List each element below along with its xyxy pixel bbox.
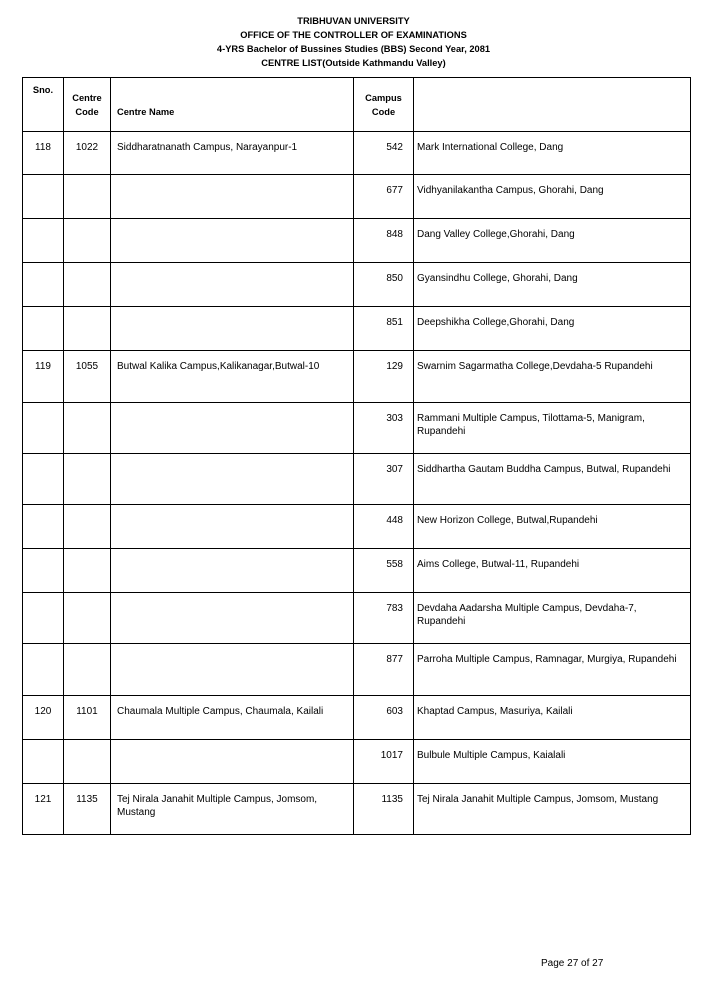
table-row: [23, 219, 691, 263]
cell-centre-name: Butwal Kalika Campus,Kalikanagar,Butwal-10: [111, 351, 354, 403]
cell-sno: 121: [23, 784, 64, 835]
cell-campus-name: Mark International College, Dang: [414, 132, 691, 175]
cell-centre-name: [111, 644, 354, 696]
cell-centre-code: [64, 549, 111, 593]
cell-campus-name: Aims College, Butwal-11, Rupandehi: [414, 549, 691, 593]
cell-campus-code: 783: [354, 593, 414, 644]
header-centre-code-line2: Code: [75, 106, 99, 117]
cell-centre-name: [111, 549, 354, 593]
header-centre-code: [64, 78, 111, 132]
cell-campus-code: 877: [354, 644, 414, 696]
cell-sno: [23, 740, 64, 784]
table-row: [23, 403, 691, 454]
cell-campus-name: Gyansindhu College, Ghorahi, Dang: [414, 263, 691, 307]
cell-sno: [23, 549, 64, 593]
list-title: CENTRE LIST(Outside Kathmandu Valley): [261, 58, 446, 68]
cell-centre-name: [111, 403, 354, 454]
cell-centre-code: [64, 593, 111, 644]
header-centre-name: Centre Name: [111, 78, 354, 132]
cell-sno: 118: [23, 132, 64, 175]
cell-centre-name: Siddharatnanath Campus, Narayanpur-1: [111, 132, 354, 175]
cell-campus-code: 1135: [354, 784, 414, 835]
table-row: [23, 505, 691, 549]
header-campus-name: [414, 78, 691, 132]
table-body: [23, 132, 691, 835]
cell-centre-code: [64, 219, 111, 263]
cell-sno: [23, 175, 64, 219]
cell-centre-name: [111, 219, 354, 263]
cell-centre-code: [64, 454, 111, 505]
table-header-row: [23, 78, 691, 132]
cell-sno: [23, 593, 64, 644]
page-number: Page 27 of 27: [541, 958, 604, 969]
cell-centre-code: 1135: [64, 784, 111, 835]
cell-centre-code: [64, 403, 111, 454]
cell-campus-name: Rammani Multiple Campus, Tilottama-5, Manigram, Rupandehi: [414, 403, 691, 454]
cell-centre-name: Chaumala Multiple Campus, Chaumala, Kailali: [111, 696, 354, 740]
cell-campus-name: New Horizon College, Butwal,Rupandehi: [414, 505, 691, 549]
cell-centre-code: [64, 505, 111, 549]
cell-centre-code: 1022: [64, 132, 111, 175]
cell-centre-code: [64, 263, 111, 307]
cell-campus-code: 542: [354, 132, 414, 175]
table-row: [23, 644, 691, 696]
table-row: [23, 593, 691, 644]
cell-centre-code: [64, 175, 111, 219]
header-campus-code-line2: Code: [371, 106, 396, 117]
cell-campus-code: 851: [354, 307, 414, 351]
table-row: [23, 784, 691, 835]
cell-campus-code: 303: [354, 403, 414, 454]
cell-campus-name: Tej Nirala Janahit Multiple Campus, Jomsom, Mustang: [414, 784, 691, 835]
table-row: [23, 454, 691, 505]
cell-campus-name: Devdaha Aadarsha Multiple Campus, Devdaha-7, Rupandehi: [414, 593, 691, 644]
cell-centre-code: 1101: [64, 696, 111, 740]
cell-centre-name: [111, 263, 354, 307]
cell-campus-code: 448: [354, 505, 414, 549]
header-campus-code-line1: Campus: [365, 92, 402, 103]
cell-centre-code: [64, 644, 111, 696]
cell-campus-name: Parroha Multiple Campus, Ramnagar, Murgiya, Rupandehi: [414, 644, 691, 696]
header-campus-code: [354, 78, 414, 132]
cell-campus-code: 558: [354, 549, 414, 593]
cell-campus-code: 129: [354, 351, 414, 403]
cell-campus-code: 603: [354, 696, 414, 740]
table-row: [23, 263, 691, 307]
table-row: [23, 740, 691, 784]
exam-title: 4-YRS Bachelor of Bussines Studies (BBS) Second Year, 2081: [216, 44, 491, 54]
cell-campus-name: Khaptad Campus, Masuriya, Kailali: [414, 696, 691, 740]
cell-centre-name: [111, 175, 354, 219]
cell-campus-code: 848: [354, 219, 414, 263]
cell-campus-name: Bulbule Multiple Campus, Kaialali: [414, 740, 691, 784]
cell-campus-code: 850: [354, 263, 414, 307]
cell-centre-name: [111, 454, 354, 505]
cell-centre-code: [64, 740, 111, 784]
cell-centre-name: [111, 505, 354, 549]
table-row: [23, 549, 691, 593]
cell-sno: [23, 505, 64, 549]
cell-sno: [23, 454, 64, 505]
cell-campus-name: Siddhartha Gautam Buddha Campus, Butwal, Rupandehi: [414, 454, 691, 505]
cell-campus-name: Deepshikha College,Ghorahi, Dang: [414, 307, 691, 351]
table-row: [23, 307, 691, 351]
cell-campus-code: 307: [354, 454, 414, 505]
cell-centre-name: [111, 307, 354, 351]
header-sno: Sno.: [23, 78, 64, 132]
office-name: OFFICE OF THE CONTROLLER OF EXAMINATIONS: [240, 30, 467, 40]
cell-campus-name: Swarnim Sagarmatha College,Devdaha-5 Rupandehi: [414, 351, 691, 403]
header-centre-code-line1: Centre: [72, 92, 102, 103]
cell-sno: [23, 263, 64, 307]
cell-centre-name: [111, 593, 354, 644]
cell-campus-name: Dang Valley College,Ghorahi, Dang: [414, 219, 691, 263]
table-row: [23, 175, 691, 219]
cell-centre-code: 1055: [64, 351, 111, 403]
table-row: [23, 351, 691, 403]
cell-sno: [23, 307, 64, 351]
table-row: [23, 696, 691, 740]
cell-centre-name: [111, 740, 354, 784]
cell-sno: 119: [23, 351, 64, 403]
document-header: [0, 14, 707, 70]
cell-campus-code: 1017: [354, 740, 414, 784]
cell-centre-code: [64, 307, 111, 351]
cell-campus-name: Vidhyanilakantha Campus, Ghorahi, Dang: [414, 175, 691, 219]
centre-list-table: [22, 77, 691, 835]
cell-centre-name: Tej Nirala Janahit Multiple Campus, Jomsom, Mustang: [111, 784, 354, 835]
cell-sno: [23, 403, 64, 454]
cell-sno: 120: [23, 696, 64, 740]
cell-sno: [23, 644, 64, 696]
cell-sno: [23, 219, 64, 263]
university-name: TRIBHUVAN UNIVERSITY: [297, 16, 410, 26]
cell-campus-code: 677: [354, 175, 414, 219]
table-row: [23, 132, 691, 175]
